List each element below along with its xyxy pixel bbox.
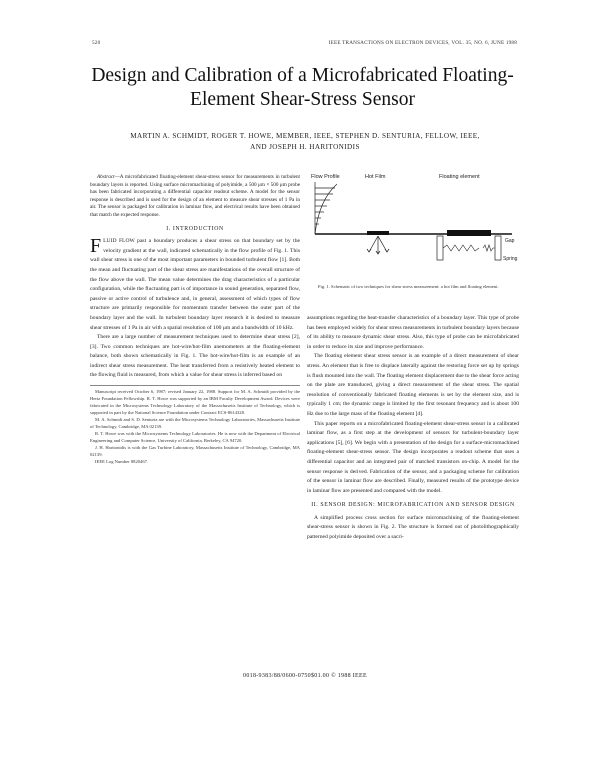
authors-line-1: MARTIN A. SCHMIDT, ROGER T. HOWE, MEMBER, IEEE, STEPHEN D. SENTURIA, FELLOW, IEEE, — [130, 132, 480, 140]
journal-name: IEEE TRANSACTIONS ON ELECTRON DEVICES, VOL. 35, NO. 6, JUNE 1988 — [328, 40, 517, 46]
abstract-text: —A microfabricated floating-element shear-stress sensor for measurements in turbulent boundary layers is reported. Using surface micromachining of polyimide, a 500 μm × 500 μm probe has been fabricated incorporating a differential capacitor readout scheme. A model for the sensor response is described and is used for the design of an element to measure shear stresses of 1 Pa in air. The sensor is packaged for calibration in laminar flow, and electrical results have been obtained that match the expected response. — [90, 174, 300, 218]
intro-paragraph-1 — [90, 237, 300, 333]
footnote-manuscript: Manuscript received October 6, 1987; revised January 22, 1988. Support for M. A. Schmidt provided by the Hertz Foundation Fellowship. R. T. Howe was supported by an IBM Faculty Development Award. Devices were fabricated in the Microsystems Technology Laboratory of the Massachusetts Institute of Technology, which is supported in part by the National Science Foundation under Contract ECS-8614328. — [90, 389, 300, 416]
title-line-2: Element Shear-Stress Sensor — [190, 89, 415, 110]
intro-paragraph-2: There are a large number of measurement techniques used to determine shear stress [2], [3]. Two common techniques are hot-wire/hot-film anemometers at the floating-element balance, both shown schematically in Fig. 1. The hot-wire/hot-film is an example of an indirect shear stress measurement. The heat transferred from a resistively heated element to the flowing fluid is measured, from which a value for shear stress is inferred based on — [90, 334, 300, 379]
footnote-affiliation-2: R. T. Howe was with the Microsystems Technology Laboratories. He is now with the Department of Electrical Engineering and Computer Science, University of California, Berkeley, CA 94720. — [90, 431, 300, 444]
drop-cap: F — [90, 235, 102, 258]
right-column — [307, 314, 519, 543]
author-list — [95, 131, 515, 153]
right-paragraph-4: A simplified process cross section for surface micromachining of the floating-element shear-stress sensor is shown in Fig. 2. The structure is formed out of photolithographically patterned polyimide deposited over a sacri- — [307, 514, 519, 541]
label-gap: Gap — [505, 238, 515, 244]
abstract-label: Abstract — [97, 174, 115, 180]
label-flow-profile: Flow Profile — [311, 174, 340, 180]
figure-1-caption: Fig. 1. Schematic of two techniques for shear stress measurement: a hot film and floating element. — [318, 284, 499, 289]
footnote-affiliation-3: J. H. Haritonidis is with the Gas Turbine Laboratory, Massachusetts Institute of Technology, Cambridge, MA 02139. — [90, 445, 300, 458]
figure-1-schematic — [307, 170, 519, 280]
right-paragraph-1: assumptions regarding the heat-transfer characteristics of a boundary layer. This type of probe has been employed widely for shear stress measurements in turbulent boundary layers because of its ability to measure dynamic shear stress. Also, this type of probe can be microfabricated in order to reduce its size and improve performance. — [307, 315, 519, 350]
flow-profile-arrows — [315, 182, 337, 234]
section-heading-introduction: I. INTRODUCTION — [166, 225, 224, 232]
intro-paragraph-1-text: LUID FLOW past a boundary produces a shear stress on that boundary set by the velocity gradient at the wall, indicated schematically in the flow profile of Fig. 1. This wall shear stress is one of the most important parameters in bounded turbulent flow [1]. Both the mean and fluctuating part of the shear stress are manifestations of the overall structure of the flow above the wall. The mean value determines the drag characteristics of a particular configuration, while the fluctuating part is of importance in sound generation, separated flow, passive or active control of turbulence and, in general, assessment of which types of flow structure are primarily responsible for momentum transfer between the outer part of the boundary layer and the wall. In turbulent boundary layer research it is desired to measure shear stresses of 1 Pa in air with a spatial resolution of 100 μm and a bandwidth of 10 kHz. — [90, 238, 300, 331]
footnote-affiliation-1: M. A. Schmidt and S. D. Senturia are with the Microsystems Technology Laboratories, Massachusetts Institute of Technology, Cambridge, MA 02139. — [90, 417, 300, 430]
label-floating-element: Floating element — [439, 174, 480, 180]
footnote-log-number: IEEE Log Number 8820467. — [95, 459, 149, 465]
label-hot-film: Hot Film — [365, 174, 386, 180]
label-spring: Spring — [503, 256, 518, 262]
title-line-1: Design and Calibration of a Microfabricated Floating- — [91, 65, 514, 86]
section-heading-design: II. SENSOR DESIGN: MICROFABRICATION AND SENSOR DESIGN — [311, 502, 515, 509]
page-number: 520 — [92, 40, 101, 46]
left-column — [90, 174, 300, 465]
copyright-line: 0018-9383/88/0600-0750$01.00 © 1988 IEEE — [243, 673, 367, 679]
right-paragraph-2: The floating element shear stress sensor is an example of a direct measurement of shear stress. An element that is free to displace laterally against the restoring force set up by springs is flush mounted into the wall. The floating element displacement due to the shear force acting on the plate are transduced, giving a direct measurement of the shear stress. The spatial resolution of conventionally fabricated floating elements is set by the element size, and is typically 1 cm; the dynamic range is limited by the first resonant frequency and is about 100 Hz due to the large mass of the floating element [4]. — [307, 353, 519, 417]
abstract — [90, 174, 300, 220]
footnotes — [90, 385, 300, 465]
right-paragraph-3: This paper reports on a microfabricated floating-element shear-stress sensor in a calibrated laminar flow, as a first step at the development of sensors for turbulent-boundary layer applications [5], [6]. We begin with a presentation of the design for a surface-micromachined floating-element shear-stress sensor. The design incorporates a readout scheme that uses a differential capacitor and an integrated pair of matched transistors on-chip. A model for the sensor response is derived. Fabrication of the sensor, and a packaging scheme for calibration of the sensor in laminar flow are described. Finally, measured results of the prototype device in laminar flow are presented and compared with the model. — [307, 420, 519, 494]
authors-line-2: AND JOSEPH H. HARITONIDIS — [250, 143, 360, 151]
paper-title — [80, 64, 525, 112]
